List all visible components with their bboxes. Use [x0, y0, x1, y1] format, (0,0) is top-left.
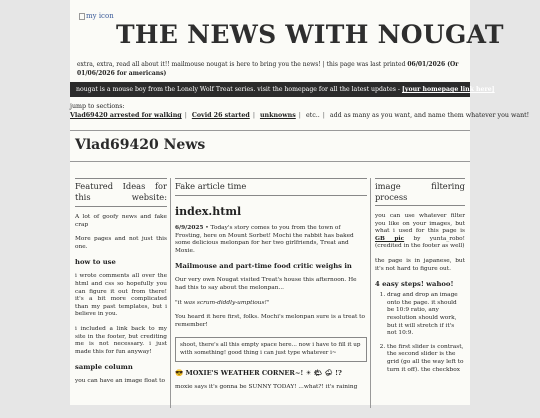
middle-column — [175, 178, 367, 418]
announcement-bar — [70, 82, 495, 97]
jump-note: add as many as you want, and name them whatever you want! — [329, 112, 530, 119]
masthead — [70, 0, 504, 55]
featured-ideas-heading: Featured Ideas for this website: — [75, 181, 167, 207]
jump-link-unknowns[interactable]: unknowns — [259, 112, 296, 119]
article-lead: • Today's story comes to you from the town of Frosting, here on Mount Sorbet! Mochi the rabbit has baked some delicious melonpan for her two girlfriends, Treat and Moxie. — [175, 225, 354, 254]
article-date: 6/9/2025 — [175, 225, 204, 231]
right-paragraph-2: the page is in japanese, but it's not hard to figure out. — [375, 257, 465, 272]
right-column — [375, 178, 465, 418]
right-paragraph-1b: by yunta_robo! (credited in the footer as well) — [375, 235, 465, 250]
jump-link-covid[interactable]: Covid 26 started — [191, 112, 250, 119]
right-paragraph-1a: you can use whatever filter you like on your images, but what i used for this page is — [375, 213, 465, 235]
article-subheading: Mailmouse and part-time food critic weighs in — [175, 262, 352, 271]
site-logo[interactable] — [79, 12, 114, 20]
filler-box: shoot, there's all this empty space here... now i have to fill it up with something! good thing i can just type whatever i~ — [175, 337, 367, 362]
gb-pic-link[interactable]: GB pic — [375, 235, 405, 242]
right-paragraph-1 — [375, 213, 465, 251]
jump-label: jump to sections: — [70, 103, 125, 110]
left-paragraph-1: A lot of goofy news and fake crap — [75, 214, 167, 228]
jump-links: Vlad69420 arrested for walking | Covid 26 started | unknowns | etc.. | add as many as you want, and name them whatever you want! — [70, 112, 530, 119]
article-quote: "it was scrum-diddly-umptious!" — [175, 299, 270, 306]
step-item: 2. the first slider is contrast, the second slider is the grid (go all the way left to turn it off). the checkbox — [387, 344, 465, 374]
weather-corner-heading: 😎 MOXIE'S WEATHER CORNER~! ☀ 🌤 ⛈ !? — [175, 369, 342, 378]
step-item: 1. drag and drop an image onto the page. it should be 10:9 ratio, any resolution should work, but it will stretch if it's not 10:9. — [387, 292, 465, 338]
page — [70, 0, 530, 405]
left-column — [75, 178, 167, 418]
logo-alt-text: my icon — [86, 12, 114, 20]
section-jump — [70, 103, 530, 119]
section-divider-bottom — [70, 161, 470, 162]
steps-heading: 4 easy steps! wahoo! — [375, 280, 454, 289]
article-paragraph-2: Our very own Nougat visited Treat's house this afternoon. He had this to say about the melonpan... — [175, 277, 357, 291]
printed-date: 06/01/2026 (Or 01/06/2026 for americans) — [77, 61, 459, 77]
left-paragraph-4: i included a link back to my site in the footer, but crediting me is not necessary. i just made this for fun anyway! — [75, 325, 167, 355]
jump-link-etc[interactable]: etc.. — [305, 112, 320, 119]
article-heading: Fake article time — [175, 181, 367, 196]
column-divider-1 — [170, 178, 171, 408]
broken-image-icon — [79, 13, 85, 20]
steps-list — [375, 292, 465, 374]
sample-column-heading: sample column — [75, 363, 133, 372]
article-paragraph-3: You heard it here first, folks. Mochi's melonpan sure is a treat to remember! — [175, 314, 365, 328]
jump-link-vlad[interactable]: Vlad69420 arrested for walking — [70, 112, 182, 119]
site-title: THE NEWS WITH NOUGAT — [116, 20, 504, 49]
section-title: Vlad69420 News — [75, 137, 206, 153]
tagline-text: extra, extra, read all about it!! mailmouse nougat is here to bring you the news! | this page was last printed — [77, 61, 406, 68]
weather-paragraph: moxie says it's gonna be SUNNY TODAY! ...what?! it's raining — [175, 384, 358, 391]
left-paragraph-2: More pages and not just this one. — [75, 236, 167, 250]
homepage-link[interactable]: [your homepage link here] — [401, 86, 495, 93]
article-paragraph-1 — [175, 225, 367, 255]
column-divider-2 — [370, 178, 371, 408]
section-divider-top — [70, 130, 470, 131]
tagline — [77, 61, 465, 78]
left-paragraph-3: i wrote comments all over the html and css so hopefully you can figure it out from there! it's a bit more complicated than my past templates, but i believe in you. — [75, 273, 167, 318]
announcement-text: nougat is a mouse boy from the Lonely Wolf Treat series. visit the homepage for all the latest updates - — [76, 86, 401, 93]
how-to-use-heading: how to use — [75, 258, 116, 267]
image-filter-heading: image filtering process — [375, 181, 465, 206]
article-title: index.html — [175, 205, 242, 218]
left-paragraph-5: you can have an image float to — [75, 378, 165, 385]
